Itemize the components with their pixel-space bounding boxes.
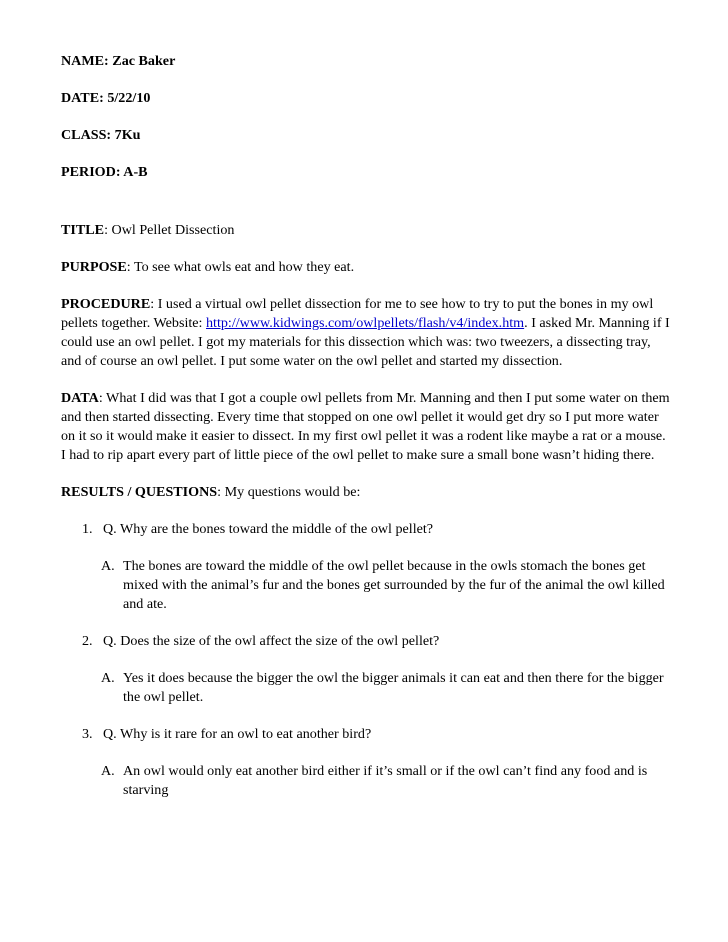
date-value: 5/22/10 (107, 90, 151, 106)
results-text: : My questions would be: (217, 484, 361, 500)
data-text: : What I did was that I got a couple owl pellets from Mr. Manning and then I put some water on them and then started dissecting. Every time that stopped on one owl pellet it would get dry so I put more water on it so it would make it easier to dissect. In my first owl pellet it was a rodent like maybe a rat or a mouse. I had to rip apart every part of little piece of the owl pellet to make sure a small bone wasn’t hiding there. (61, 390, 670, 463)
website-link[interactable]: http://www.kidwings.com/owlpellets/flash/v4/index.htm (206, 315, 525, 331)
question-number: 1. (82, 521, 93, 537)
procedure-label: PROCEDURE (61, 296, 151, 312)
answer-3 (61, 762, 673, 800)
document-page (61, 52, 673, 818)
period-line (61, 163, 673, 182)
title-section (61, 221, 673, 240)
answer-2 (61, 669, 673, 707)
procedure-text-before-link: : I used a virtual owl pellet dissection for me to see how to try to put the bones in my owl pellets together. Website: (61, 296, 654, 331)
date-label: DATE: (61, 90, 104, 106)
data-section (61, 389, 673, 465)
question-number: 2. (82, 633, 93, 649)
class-label: CLASS: (61, 127, 112, 143)
period-value: A-B (123, 164, 148, 180)
purpose-text: : To see what owls eat and how they eat. (126, 259, 355, 275)
name-line (61, 52, 673, 71)
title-text: : Owl Pellet Dissection (104, 222, 235, 238)
purpose-section (61, 258, 673, 277)
answer-text: Yes it does because the bigger the owl the bigger animals it can eat and then there for the bigger the owl pellet. (123, 670, 664, 705)
period-label: PERIOD: (61, 164, 121, 180)
title-label: TITLE (61, 222, 105, 238)
question-3 (61, 725, 673, 744)
results-label: RESULTS / QUESTIONS (61, 484, 218, 500)
question-number: 3. (82, 726, 93, 742)
question-text: Q. Why is it rare for an owl to eat another bird? (103, 726, 372, 742)
name-value: Zac Baker (112, 53, 176, 69)
question-text: Q. Does the size of the owl affect the size of the owl pellet? (103, 633, 440, 649)
answer-letter: A. (101, 558, 115, 574)
answer-text: An owl would only eat another bird either if it’s small or if the owl can’t find any food and is starving (123, 763, 648, 798)
question-2 (61, 632, 673, 651)
question-text: Q. Why are the bones toward the middle of the owl pellet? (103, 521, 434, 537)
name-label: NAME: (61, 53, 109, 69)
class-line (61, 126, 673, 145)
results-section (61, 483, 673, 502)
answer-letter: A. (101, 670, 115, 686)
data-label: DATA (61, 390, 99, 406)
date-line (61, 89, 673, 108)
answer-text: The bones are toward the middle of the owl pellet because in the owls stomach the bones get mixed with the animal’s fur and the bones get surrounded by the fur of the animal the owl killed and ate. (123, 558, 665, 612)
answer-letter: A. (101, 763, 115, 779)
purpose-label: PURPOSE (61, 259, 127, 275)
procedure-section (61, 295, 673, 371)
procedure-text-after-link: . I asked Mr. Manning if I could use an owl pellet. I got my materials for this dissection which was: two tweezers, a dissecting tray, and of course an owl pellet. I put some water on the owl pellet and started my dissection. (61, 315, 670, 369)
question-1 (61, 520, 673, 539)
class-value: 7Ku (114, 127, 141, 143)
answer-1 (61, 557, 673, 614)
